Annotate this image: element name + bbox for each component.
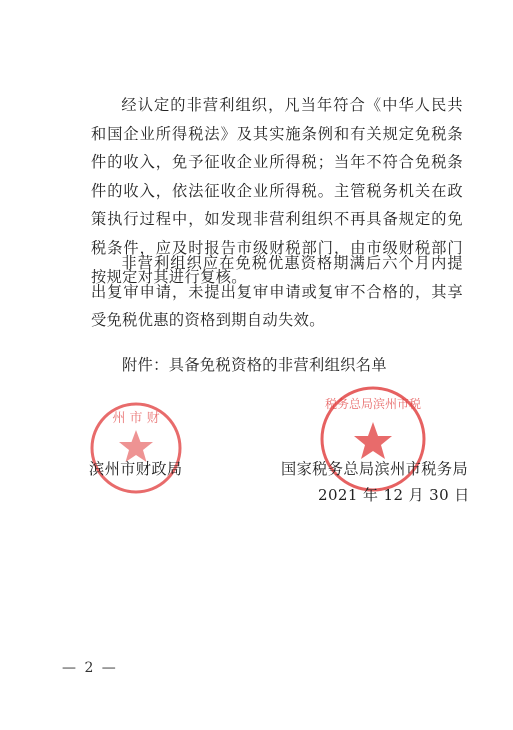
signing-org-finance: 滨州市财政局 xyxy=(89,460,183,478)
attachment-note: 附件：具备免税资格的非营利组织名单 xyxy=(122,356,387,374)
svg-text:州 市 财: 州 市 财 xyxy=(112,411,160,426)
page-number: — 2 — xyxy=(62,660,118,676)
finance-bureau-seal-icon xyxy=(88,400,184,496)
signing-date: 2021 年 12 月 30 日 xyxy=(318,486,470,504)
signing-org-tax: 国家税务总局滨州市税务局 xyxy=(281,460,469,478)
body-paragraph-1: 经认定的非营利组织，凡当年符合《中华人民共和国企业所得税法》及其实施条例和有关规定免税条件的收入，免予征收企业所得税；当年不符合免税条件的收入，依法征收企业所得税。主管税务机关在政策执行过程中，如发现非营利组织不再具备规定的免税条件，应及时报告市级财税部门，由市级财税部门按规定对其进行复核。 xyxy=(91,96,463,286)
body-paragraph-2: 非营利组织应在免税优惠资格期满后六个月内提出复审申请，未提出复审申请或复审不合格的，其享受免税优惠的资格到期自动失效。 xyxy=(91,254,463,330)
svg-text:税务总局滨州市税: 税务总局滨州市税 xyxy=(324,397,422,411)
